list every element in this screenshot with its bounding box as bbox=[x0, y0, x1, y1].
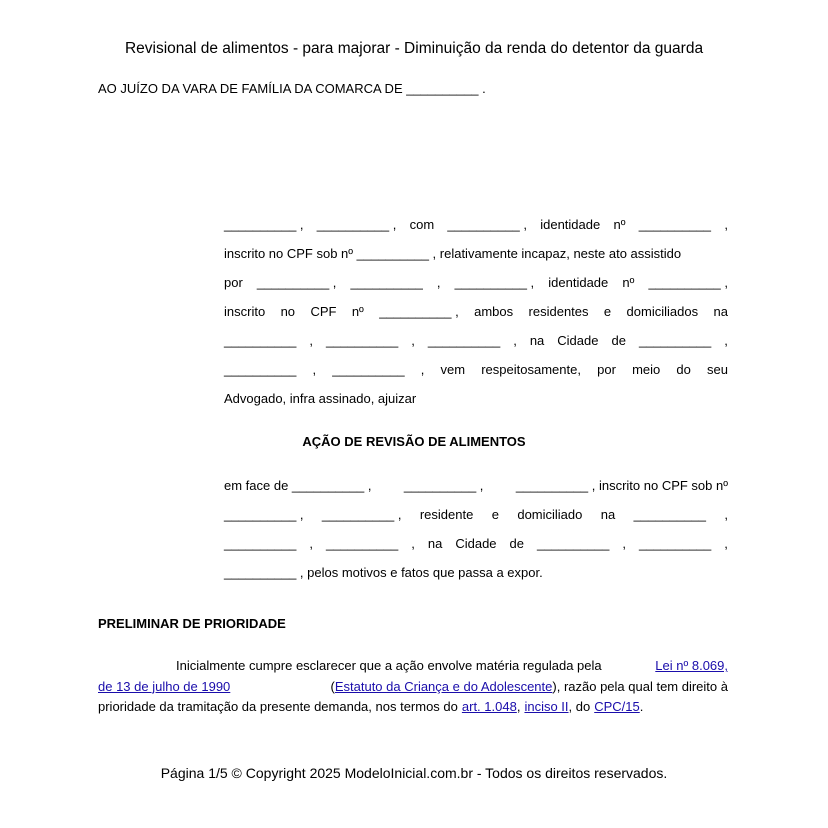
text-token: , bbox=[411, 536, 415, 551]
text-token: Cidade bbox=[557, 333, 599, 348]
text-token: residentes bbox=[528, 304, 589, 319]
paren-open: ( bbox=[330, 678, 335, 694]
text-token: de bbox=[611, 333, 626, 348]
blank-field: __________ , bbox=[321, 507, 402, 522]
blank-field: __________ , bbox=[316, 217, 397, 232]
blank-field: __________ bbox=[224, 333, 297, 348]
defendant-line bbox=[224, 471, 728, 500]
blank-field: __________ bbox=[638, 536, 712, 551]
text-token: inscrito no CPF sob nº __________ , relativamente incapaz, neste ato assistido bbox=[224, 246, 682, 261]
text-token: , bbox=[411, 333, 415, 348]
qualification-line bbox=[224, 268, 728, 297]
preliminary-paragraph bbox=[98, 656, 728, 718]
text-token: identidade bbox=[540, 217, 601, 232]
cpc-15-link[interactable]: CPC/15 bbox=[594, 699, 640, 714]
blank-field: __________ , bbox=[379, 304, 459, 319]
text-token: respeitosamente, bbox=[481, 362, 581, 377]
defendant-line bbox=[224, 558, 728, 587]
text-token: na bbox=[529, 333, 545, 348]
text-token: , bbox=[724, 507, 728, 522]
text-token: em face de __________ , bbox=[224, 478, 372, 493]
text-token: inscrito bbox=[224, 304, 266, 319]
text-token: CPF bbox=[310, 304, 337, 319]
text-token: na bbox=[713, 304, 728, 319]
comma: , bbox=[516, 699, 521, 714]
blank-field: __________ bbox=[332, 362, 405, 377]
qualification-line bbox=[224, 384, 728, 413]
paragraph-line-3 bbox=[98, 697, 728, 718]
action-title: AÇÃO DE REVISÃO DE ALIMENTOS bbox=[302, 434, 526, 449]
blank-field: __________ bbox=[427, 333, 501, 348]
page-footer: Página 1/5 © Copyright 2025 ModeloInicial.com.br - Todos os direitos reservados. bbox=[160, 765, 668, 781]
text-token: seu bbox=[707, 362, 728, 377]
text-token: domiciliado bbox=[517, 507, 583, 522]
text-token: nº bbox=[351, 304, 364, 319]
blank-field: __________ bbox=[638, 217, 712, 232]
text-token: , bbox=[312, 362, 317, 377]
paragraph-text: Inicialmente cumpre esclarecer que a ação envolve matéria regulada pela bbox=[176, 658, 602, 673]
qualification-block bbox=[224, 210, 728, 413]
text-token: , bbox=[724, 217, 728, 232]
law-8069-link[interactable]: Lei nº 8.069, bbox=[655, 658, 728, 673]
text-token: residente bbox=[419, 507, 474, 522]
blank-field: __________ , bbox=[447, 217, 527, 232]
period: . bbox=[639, 699, 644, 714]
text-token: domiciliados bbox=[626, 304, 699, 319]
blank-field: __________ bbox=[537, 536, 610, 551]
defendant-block bbox=[224, 471, 728, 587]
paragraph-text: ), razão pela qual tem direito à bbox=[552, 678, 728, 694]
text-token: por bbox=[224, 275, 243, 290]
qualification-line bbox=[224, 210, 728, 239]
blank-field: __________ bbox=[224, 362, 297, 377]
art-1048-link[interactable]: art. 1.048 bbox=[461, 699, 517, 714]
preliminary-heading: PRELIMINAR DE PRIORIDADE bbox=[98, 616, 286, 631]
qualification-line bbox=[224, 239, 728, 268]
text-token: com bbox=[409, 217, 435, 232]
blank-field: __________ bbox=[325, 333, 399, 348]
paragraph-text: prioridade da tramitação da presente demanda, nos termos do bbox=[98, 699, 458, 714]
text-token: , bbox=[622, 536, 626, 551]
text-token: e bbox=[491, 507, 499, 522]
blank-field: __________ , bbox=[224, 217, 304, 232]
text-token: nº bbox=[613, 217, 626, 232]
blank-field: __________ , inscrito no CPF sob nº bbox=[515, 478, 728, 493]
text-token: Advogado, infra assinado, ajuizar bbox=[224, 391, 417, 406]
text-token: , bbox=[309, 333, 313, 348]
text-token: de bbox=[509, 536, 525, 551]
defendant-line bbox=[224, 500, 728, 529]
text-token: meio bbox=[632, 362, 661, 377]
blank-field: __________ , bbox=[224, 507, 304, 522]
paragraph-text: , do bbox=[568, 699, 591, 714]
text-token: , bbox=[436, 275, 441, 290]
blank-field: __________ bbox=[325, 536, 399, 551]
blank-field: __________ bbox=[638, 333, 712, 348]
qualification-line bbox=[224, 297, 728, 326]
text-token: Cidade bbox=[455, 536, 497, 551]
paragraph-line-2-rest bbox=[331, 677, 729, 698]
text-token: ambos bbox=[474, 304, 514, 319]
text-token: na bbox=[600, 507, 616, 522]
qualification-line bbox=[224, 355, 728, 384]
qualification-line bbox=[224, 326, 728, 355]
text-token: , bbox=[724, 536, 728, 551]
text-token: identidade bbox=[548, 275, 609, 290]
court-address-line: AO JUÍZO DA VARA DE FAMÍLIA DA COMARCA DE __________ . bbox=[98, 81, 486, 96]
blank-field: __________ , pelos motivos e fatos que passa a expor. bbox=[224, 565, 543, 580]
blank-field: __________ , bbox=[256, 275, 337, 290]
text-token: na bbox=[427, 536, 443, 551]
document-title: Revisional de alimentos - para majorar - Diminuição da renda do detentor da guarda bbox=[124, 40, 704, 57]
inciso-ii-link[interactable]: inciso II bbox=[524, 699, 569, 714]
text-token: , bbox=[513, 333, 517, 348]
blank-field: __________ , bbox=[648, 275, 728, 290]
text-token: , bbox=[420, 362, 425, 377]
text-token: e bbox=[603, 304, 612, 319]
blank-field: __________ , bbox=[403, 478, 484, 493]
text-token: , bbox=[309, 536, 313, 551]
blank-field: __________ , bbox=[454, 275, 535, 290]
text-token: vem bbox=[440, 362, 466, 377]
blank-field: __________ bbox=[633, 507, 706, 522]
law-date-link[interactable]: de 13 de julho de 1990 bbox=[98, 678, 231, 694]
paragraph-line-2 bbox=[98, 677, 728, 698]
blank-field: __________ bbox=[224, 536, 297, 551]
text-token: do bbox=[676, 362, 691, 377]
paragraph-line-1 bbox=[98, 656, 728, 677]
blank-field: __________ bbox=[350, 275, 423, 290]
text-token: nº bbox=[622, 275, 635, 290]
text-token: no bbox=[280, 304, 296, 319]
text-token: , bbox=[724, 333, 728, 348]
defendant-line bbox=[224, 529, 728, 558]
text-token: por bbox=[597, 362, 616, 377]
eca-link[interactable]: Estatuto da Criança e do Adolescente bbox=[334, 678, 553, 694]
